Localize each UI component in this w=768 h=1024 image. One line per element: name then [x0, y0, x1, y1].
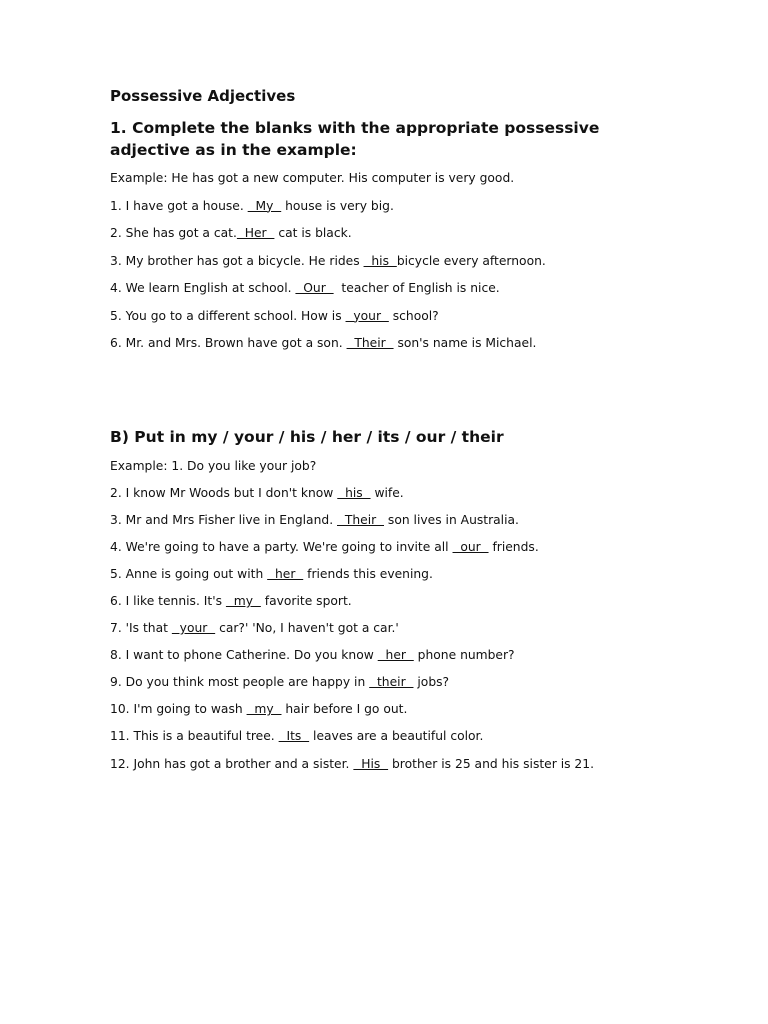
worksheet-page [110, 86, 670, 783]
item-text-before: 4. We're going to have a party. We're going to invite all [110, 539, 453, 554]
answer-blank: Their [337, 512, 384, 527]
exercise-item [110, 539, 670, 556]
answer-blank: his [363, 253, 397, 268]
item-text-before: 4. We learn English at school. [110, 281, 296, 295]
item-text-before: 5. Anne is going out with [110, 566, 268, 581]
section-a-heading: 1. Complete the blanks with the appropriate possessive adjective as in the example: [110, 119, 600, 159]
exercise-item [110, 198, 670, 215]
section-spacer [110, 363, 670, 426]
item-text-before: 12. John has got a brother and a sister. [110, 756, 354, 771]
item-text-after: son lives in Australia. [384, 512, 519, 527]
exercise-item [110, 701, 670, 718]
answer-blank: Their [346, 336, 394, 350]
item-text-before: 8. I want to phone Catherine. Do you know [110, 648, 378, 663]
item-text-before: 3. Mr and Mrs Fisher live in England. [110, 512, 338, 527]
exercise-item [110, 335, 670, 352]
item-text-before: 10. I'm going to wash [110, 702, 247, 717]
exercise-item [110, 280, 670, 297]
item-text-after: bicycle every afternoon. [396, 253, 546, 268]
item-text-before: 3. My brother has got a bicycle. He rides [110, 253, 364, 268]
page-title: Possessive Adjectives [110, 87, 296, 105]
section-b-example: Example: 1. Do you like your job? [110, 458, 317, 473]
exercise-item [110, 253, 670, 270]
item-text-before: 6. I like tennis. It's [110, 593, 226, 608]
item-text-after: hair before I go out. [281, 702, 408, 717]
answer-blank: our [452, 539, 489, 554]
item-text-after: school? [388, 308, 439, 323]
answer-blank: Its [278, 729, 310, 744]
section-a [110, 117, 670, 352]
exercise-item [110, 308, 670, 325]
answer-blank: His [353, 756, 389, 771]
section-a-items [110, 198, 670, 353]
answer-blank: My [247, 198, 282, 213]
item-text-after: house is very big. [281, 198, 394, 213]
section-a-example: Example: He has got a new computer. His computer is very good. [110, 171, 515, 185]
item-text-after: wife. [370, 485, 404, 500]
item-text-after: cat is black. [274, 226, 352, 240]
exercise-item [110, 674, 670, 691]
item-text-before: 1. I have got a house. [110, 198, 248, 213]
item-text-before: 5. You go to a different school. How is [110, 308, 346, 323]
exercise-item [110, 728, 670, 745]
item-text-after: leaves are a beautiful color. [309, 729, 484, 744]
item-text-after: teacher of English is nice. [333, 281, 500, 295]
item-text-after: phone number? [413, 648, 515, 663]
item-text-after: friends this evening. [303, 566, 433, 581]
answer-blank: your [345, 308, 389, 323]
item-text-after: car?' 'No, I haven't got a car.' [215, 621, 399, 636]
item-text-after: brother is 25 and his sister is 21. [388, 756, 594, 771]
exercise-item [110, 225, 670, 242]
item-text-before: 2. She has got a cat. [110, 226, 237, 240]
exercise-item [110, 620, 670, 637]
item-text-after: son's name is Michael. [393, 336, 537, 350]
item-text-before: 7. 'Is that [110, 621, 172, 636]
item-text-before: 6. Mr. and Mrs. Brown have got a son. [110, 336, 347, 350]
item-text-after: friends. [488, 539, 539, 554]
item-text-before: 11. This is a beautiful tree. [110, 729, 279, 744]
exercise-item [110, 593, 670, 610]
section-b-items [110, 485, 670, 773]
answer-blank: their [369, 675, 414, 690]
answer-blank: his [337, 485, 371, 500]
section-b-heading: B) Put in my / your / his / her / its / our / their [110, 427, 504, 446]
exercise-item [110, 756, 670, 773]
exercise-item [110, 485, 670, 502]
exercise-item [110, 512, 670, 529]
item-text-after: favorite sport. [260, 593, 352, 608]
exercise-item [110, 566, 670, 583]
section-b [110, 426, 670, 773]
answer-blank: my [246, 702, 282, 717]
item-text-before: 2. I know Mr Woods but I don't know [110, 485, 338, 500]
answer-blank: Our [295, 281, 334, 295]
answer-blank: my [225, 593, 261, 608]
answer-blank: Her [236, 226, 275, 240]
answer-blank: your [171, 621, 216, 636]
answer-blank: her [377, 648, 414, 663]
item-text-before: 9. Do you think most people are happy in [110, 675, 370, 690]
item-text-after: jobs? [413, 675, 450, 690]
answer-blank: her [267, 566, 304, 581]
exercise-item [110, 647, 670, 664]
